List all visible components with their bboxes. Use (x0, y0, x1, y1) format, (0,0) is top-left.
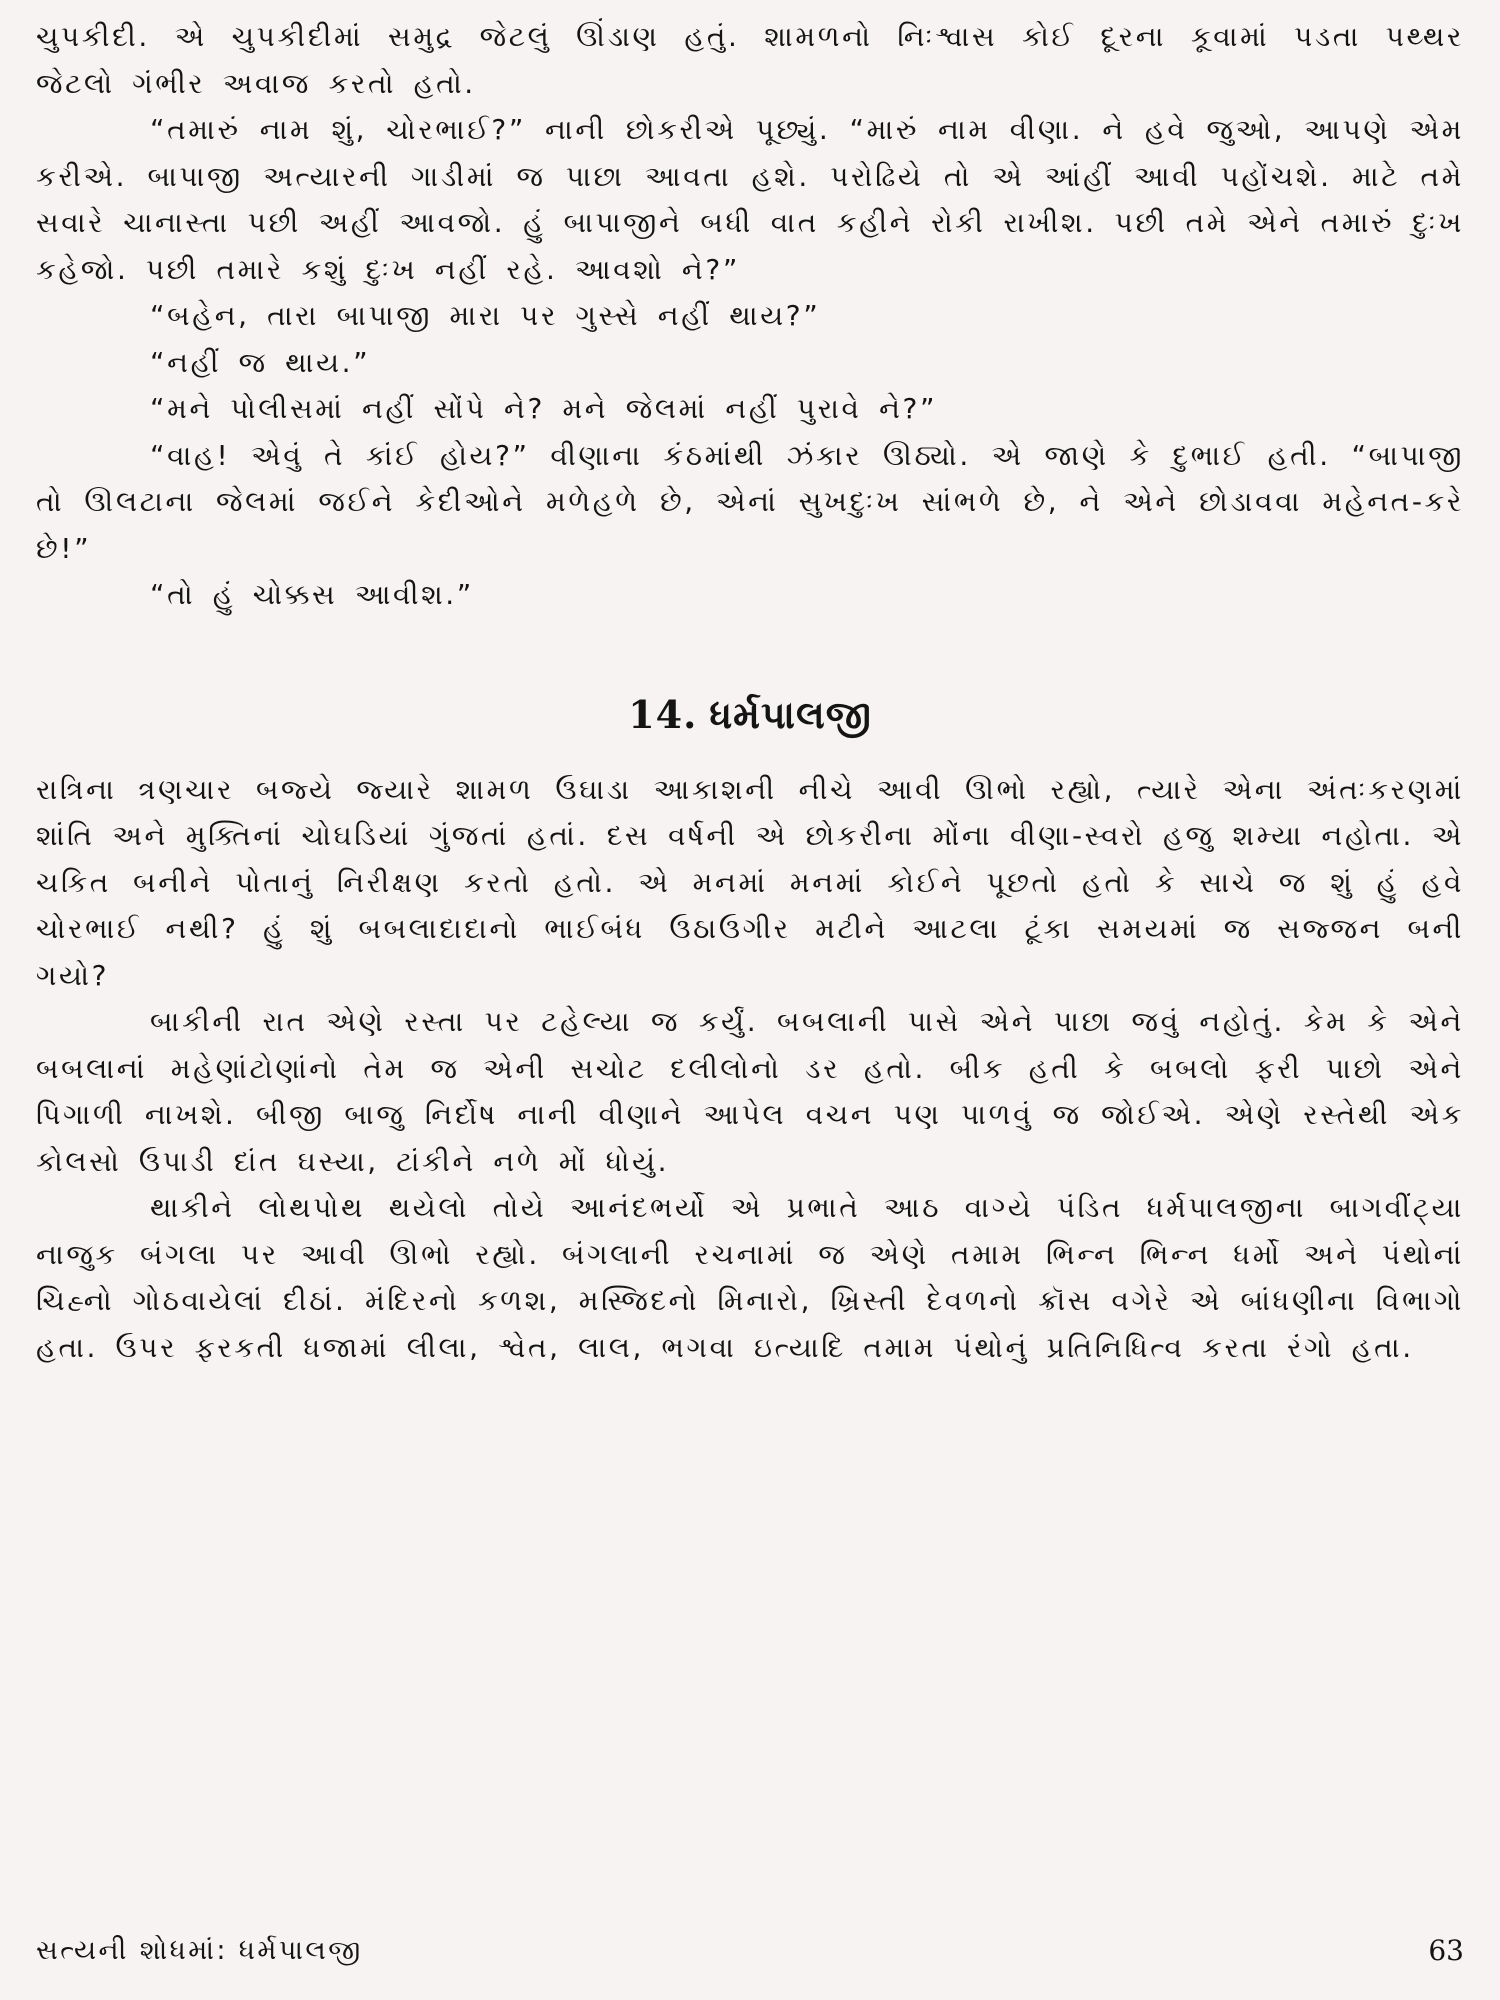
text-section-top (36, 14, 1464, 619)
chapter-number: 14. (628, 691, 698, 737)
paragraph: થાકીને લોથપોથ થયેલો તોયે આનંદભર્યો એ પ્રભાતે આઠ વાગ્યે પંડિત ધર્મપાલજીના બાગવીંટ્યા નાજુક બંગલા પર આવી ઊભો રહ્યો. બંગલાની રચનામાં જ એણે તમામ ભિન્ન ભિન્ન ધર્મો અને પંથોનાં ચિહ્નો ગોઠવાયેલાં દીઠાં. મંદિરનો કળશ, મસ્જિદનો મિનારો, ખ્રિસ્તી દેવળનો ક્રૉસ વગેરે એ બાંધણીના વિભાગો હતા. ઉપર ફરકતી ધજામાં લીલા, શ્વેત, લાલ, ભગવા ઇત્યાદિ તમામ પંથોનું પ્રતિનિધિત્વ કરતા રંગો હતા. (36, 1191, 1464, 1364)
paragraph: બાકીની રાત એણે રસ્તા પર ટહેલ્યા જ કર્યું. બબલાની પાસે એને પાછા જવું નહોતું. કેમ કે એને બબલાનાં મહેણાંટોણાંનો તેમ જ એની સચોટ દલીલોનો ડર હતો. બીક હતી કે બબલો ફરી પાછો એને પિગાળી નાખશે. બીજી બાજુ નિર્દોષ નાની વીણાને આપેલ વચન પણ પાળવું જ જોઈએ. એણે રસ્તેથી એક કોલસો ઉપાડી દાંત ઘસ્યા, ટાંકીને નળે મોં ધોયું. (36, 1005, 1464, 1178)
running-head: સત્યની શોધમાં: ધર્મપાલજી (36, 1935, 363, 1966)
paragraph: “બહેન, તારા બાપાજી મારા પર ગુસ્સે નહીં થાય?” (150, 299, 821, 332)
page-footer (36, 1928, 1464, 1974)
text-section-bottom (36, 767, 1464, 1372)
paragraph: રાત્રિના ત્રણચાર બજ્યે જ્યારે શામળ ઉઘાડા આકાશની નીચે આવી ઊભો રહ્યો, ત્યારે એના અંતઃકરણમાં શાંતિ અને મુક્તિનાં ચોઘડિયાં ગુંજતાં હતાં. દસ વર્ષની એ છોકરીના મોંના વીણા-સ્વરો હજુ શમ્યા નહોતા. એ ચકિત બનીને પોતાનું નિરીક્ષણ કરતો હતો. એ મનમાં મનમાં કોઈને પૂછતો હતો કે સાચે જ શું હું હવે ચોરભાઈ નથી? હું શું બબલાદાદાનો ભાઈબંધ ઉઠાઉગીર મટીને આટલા ટૂંકા સમયમાં જ સજ્જન બની ગયો? (36, 772, 1464, 992)
paragraph: “વાહ! એવું તે કાંઈ હોય?” વીણાના કંઠમાંથી ઝંકાર ઊઠ્યો. એ જાણે કે દુભાઈ હતી. “બાપાજી તો ઊલટાના જેલમાં જઈને કેદીઓને મળેહળે છે, એનાં સુખદુઃખ સાંભળે છે, ને એને છોડાવવા મહેનત-કરે છે!” (36, 438, 1464, 565)
page-number: 63 (1428, 1934, 1464, 1967)
paragraph: “તો હું ચોક્કસ આવીશ.” (150, 578, 474, 611)
paragraph: “નહીં જ થાય.” (150, 345, 371, 379)
paragraph: ચુપકીદી. એ ચુપકીદીમાં સમુદ્ર જેટલું ઊંડાણ હતું. શામળનો નિઃશ્વાસ કોઈ દૂરના કૂવામાં પડતા પથ્થર જેટલો ગંભીર અવાજ કરતો હતો. (36, 20, 1464, 100)
paragraph: “મને પોલીસમાં નહીં સોંપે ને? મને જેલમાં નહીં પુરાવે ને?” (150, 392, 938, 425)
chapter-heading (36, 689, 1464, 741)
paragraph: “તમારું નામ શું, ચોરભાઈ?” નાની છોકરીએ પૂછ્યું. “મારું નામ વીણા. ને હવે જુઓ, આપણે એમ કરીએ. બાપાજી અત્યારની ગાડીમાં જ પાછા આવતા હશે. પરોઢિયે તો એ આંહીં આવી પહોંચશે. માટે તમે સવારે ચાનાસ્તા પછી અહીં આવજો. હું બાપાજીને બધી વાત કહીને રોકી રાખીશ. પછી તમે એને તમારું દુઃખ કહેજો. પછી તમારે કશું દુઃખ નહીં રહે. આવશો ને?” (36, 113, 1464, 286)
chapter-title: ધર્મપાલજી (709, 691, 872, 737)
